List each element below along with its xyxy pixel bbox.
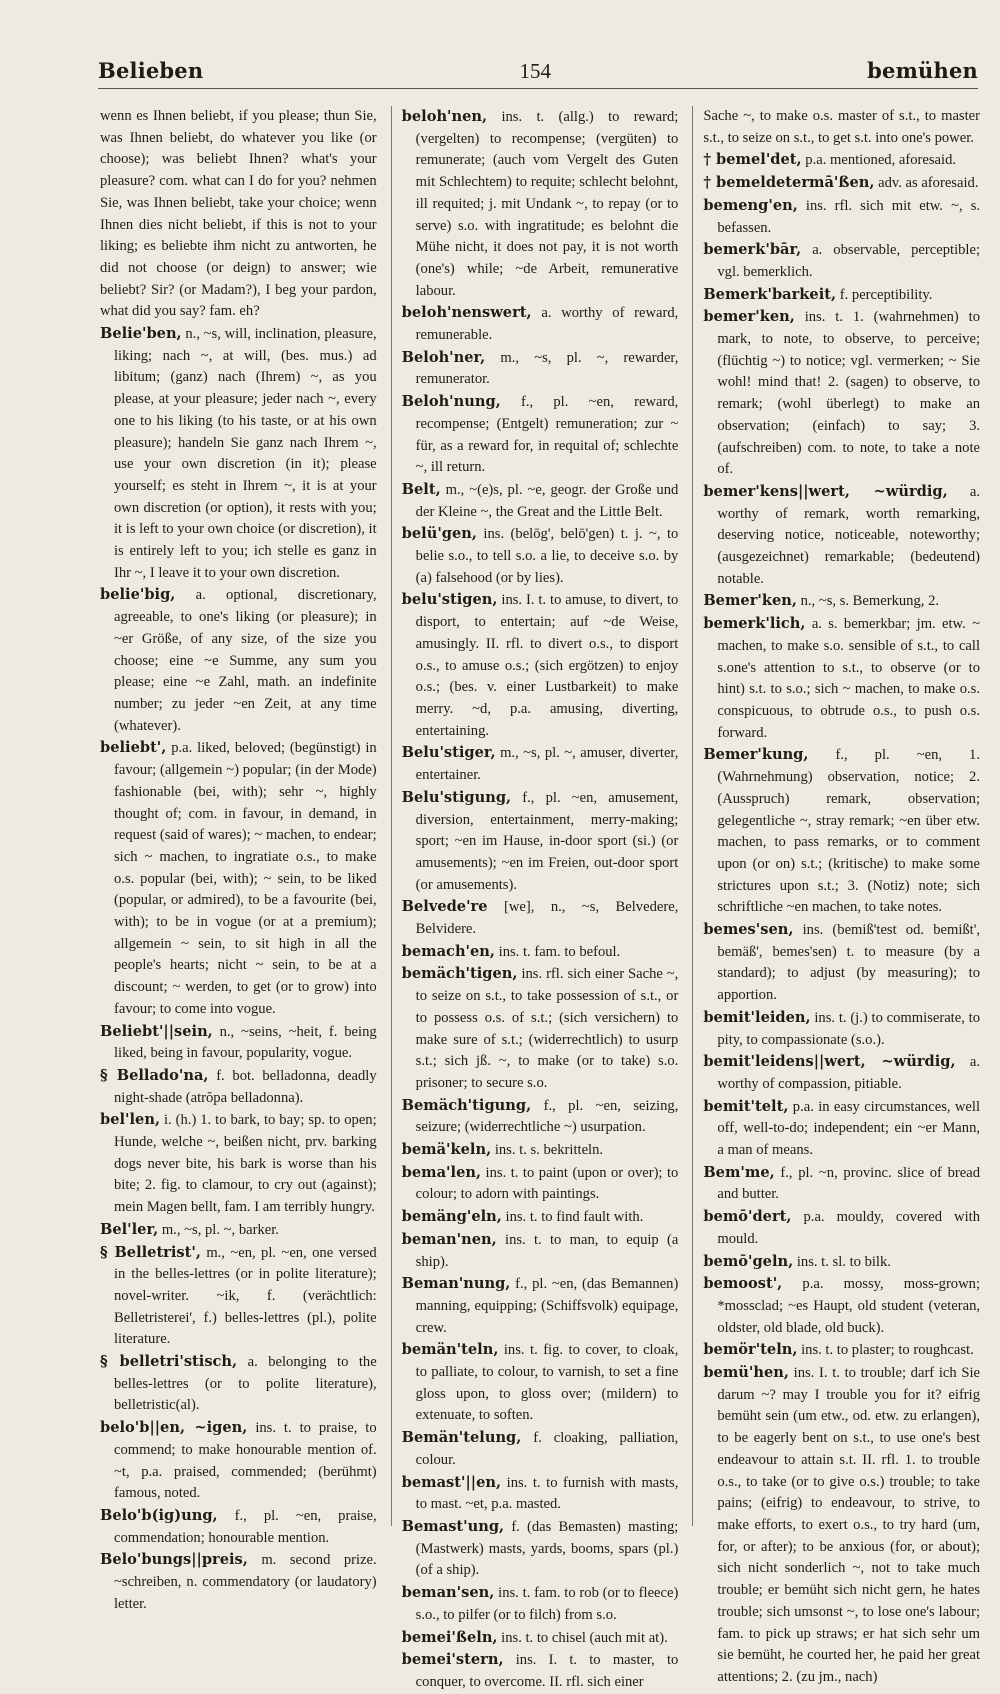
entry-definition: n., ~s, will, inclination, pleasure, liking; nach ~, at will, (bes. mus.) ad libitum; (ganz) nach (Ihrem) ~, as you please, at your pleasure; jeder nach ~, every one to his liking (to his taste, or at his own pleasure); handeln Sie ganz nach Ihrem ~, use your own discretion (in it); please yourself; es steht in Ihrem ~, it is at your own discretion (or option), it rests with you; it is left to your own choice (or discretion), it is entirely left to you; ich stelle es ganz in Ihr ~, I leave it to your own discretion.	[114, 326, 377, 581]
entry-headword: Bemän'telung,	[401, 1429, 522, 1447]
dictionary-entry	[402, 1273, 679, 1339]
entry-headword: Belo'b(ig)ung,	[100, 1507, 218, 1524]
entry-headword: beloh'nen,	[401, 108, 488, 125]
entry-headword: Bemer'kung,	[703, 746, 809, 764]
dictionary-entry	[703, 149, 980, 172]
dictionary-entry	[703, 1251, 980, 1274]
column-1	[100, 106, 377, 1612]
dictionary-entry	[100, 1065, 377, 1109]
entry-definition: f., pl. ~n, provinc. slice of bread and butter.	[717, 1164, 981, 1203]
entry-definition: f. perceptibility.	[839, 286, 933, 303]
entry-headword: Bemerk'barkeit,	[703, 285, 837, 303]
entry-definition: f., pl. ~en, 1. (Wahrnehmung) observation, notice; 2. (Ausspruch) remark, observation; gelegentliche ~, stray remark; ~en über etw. machen, to pass remarks, or to comment upon (or on) s.t.; (kritische) to make some strictures upon s.t.; 3. (Notiz) note; sich schriftliche ~en machen, to take notes.	[717, 747, 981, 916]
entry-definition: ins. t. to furnish with masts, to mast. ~et, p.a. masted.	[415, 1474, 679, 1513]
entry-definition: ins. t. (allg.) to reward; (vergelten) to recompense; (vergüten) to remunerate; (auch vom Vergelt des Guten mit Schlechtem) to requite; schlecht belohnt, ill requited; j. mit Undank ~, to repay (or to serve) s.o. with ingratitude; es belohnt die Mühe nicht, it does not pay, it is not worth (one's) while; ~de Arbeit, remunerative labour.	[415, 109, 679, 299]
entry-headword: bemō'dert,	[703, 1208, 792, 1226]
entry-headword: bemü'hen,	[703, 1364, 789, 1382]
entry-headword: bel'len,	[100, 1111, 161, 1129]
entry-headword: Belt,	[401, 480, 441, 498]
column-2	[391, 106, 679, 1690]
entry-definition: f., pl. ~en, praise, commendation; honourable mention.	[114, 1508, 377, 1546]
entry-headword: bemes'sen,	[703, 921, 794, 939]
dictionary-entry	[100, 323, 377, 584]
entry-definition: a. s. bemerkbar; jm. etw. ~ machen, to make s.o. sensible of s.t., to call s.one's attention to s.t., to observe (or to hint) s.t. to s.o.; sich ~ machen, to make o.s. conspicuous, to obtrude o.s., to push o.s. forward.	[717, 616, 981, 741]
entry-definition: p.a. liked, beloved; (begünstigt) in favour; (allgemein ~) popular; (in der Mode) fashionable (bei, with); sehr ~, highly thought of; com. in favour, in demand, in request (said of wares); ~ machen, to endear; sich ~ machen, to ingratiate o.s., to make o.s. popular (bei, with); ~ sein, to be liked (popular, or admired), to be a favourite (bei, with); to be in vogue (or at a premium); allgemein ~ sein, to sit high in all the people's hearts; nicht ~ sein, to be at a discount; ~ werden, to get (or to grow) into favour; to come into vogue.	[114, 740, 377, 1017]
left-guide-word: Belieben	[98, 58, 204, 83]
entry-definition: a. observable, perceptible; vgl. bemerklich.	[717, 242, 981, 280]
entry-headword: bemäng'eln,	[401, 1208, 502, 1226]
entry-definition: a. worthy of reward, remunerable.	[415, 305, 679, 344]
entry-headword: bemit'telt,	[703, 1097, 789, 1115]
running-header	[98, 58, 978, 89]
dictionary-entry	[703, 744, 980, 919]
entry-definition: ins. t. to praise, to commend; to make honourable mention of. ~t, p.a. praised, commended; (berühmt) famous, noted.	[114, 1420, 377, 1502]
dictionary-entry	[703, 1007, 980, 1051]
entry-definition: wenn es Ihnen beliebt, if you please; thun Sie, was Ihnen beliebt, do whatever you like (or choose); was beliebt Ihnen? what's your pleasure? com. what can I do for you? nehmen Sie, was Ihnen beliebt, take your choice; wenn Ihnen dies nicht beliebt, if this is not to your liking; es beliebte ihm nicht zu antworten, he did not choose (or deign) to answer; wie beliebt? Sir? (or Madam?), I beg your pardon, what did you say? fam. eh?	[100, 108, 377, 320]
entry-definition: ins. t. fam. to rob (or to fleece) s.o., to pilfer (or to filch) from s.o.	[415, 1585, 679, 1623]
entry-headword: bemit'leiden,	[703, 1008, 811, 1026]
entry-headword: § Belletrist',	[100, 1243, 201, 1261]
entry-headword: belie'big,	[100, 586, 176, 604]
entry-headword: Belie'ben,	[100, 325, 182, 343]
entry-definition: p.a. mossy, moss-grown; *mossclad; ~es Haupt, old student (veteran, oldster, old blade, old buck).	[717, 1276, 981, 1336]
dictionary-entry	[402, 1139, 679, 1162]
dictionary-entry	[703, 172, 980, 195]
entry-headword: bemän'teln,	[401, 1341, 499, 1359]
dictionary-entry	[402, 742, 679, 786]
entry-headword: Belvede're	[401, 898, 488, 916]
entry-definition: f. bot. belladonna, deadly night-shade (atrŏpa belladonna).	[114, 1067, 377, 1106]
dictionary-entry	[703, 239, 980, 283]
dictionary-entry	[703, 1206, 980, 1250]
entry-headword: belo'b||en, ~igen,	[100, 1419, 248, 1437]
dictionary-entry	[703, 1162, 980, 1206]
entry-headword: beliebt',	[100, 739, 167, 757]
entry-definition: p.a. mouldy, covered with mould.	[717, 1209, 981, 1247]
dictionary-entry	[703, 613, 980, 744]
dictionary-entry	[100, 106, 377, 323]
dictionary-entry	[703, 1362, 980, 1689]
dictionary-entry	[402, 106, 679, 302]
entry-headword: bemer'kens||wert, ~würdig,	[703, 482, 948, 500]
entry-headword: Beloh'ner,	[401, 348, 486, 366]
entry-definition: Sache ~, to make o.s. master of s.t., to master s.t., to seize on s.t., to get s.t. into one's power.	[703, 108, 981, 146]
entry-headword: bemerk'lich,	[703, 615, 806, 633]
entry-definition: f. cloaking, palliation, colour.	[415, 1430, 679, 1468]
dictionary-entry	[402, 963, 679, 1094]
entry-definition: a. optional, discretionary, agreeable, to one's liking (or pleasure); in ~er Größe, of any size, of the size you choose; eine ~e Summe, any sum you please; eine ~e Zahl, math. an indefinite number; zu jeder ~en Zeit, at any time (whatever).	[114, 587, 377, 734]
dictionary-entry	[100, 1021, 377, 1065]
entry-definition: ins. I. t. to amuse, to divert, to disport, to entertain; auf ~de Weise, amusingly. II. rfl. to divert o.s., to disport o.s., to amuse o.s.; (sich ergötzen) to enjoy o.s.; (bes. v. einer Lustbarkeit) to make merry. ~d, p.a. amusing, diverting, entertaining.	[415, 592, 679, 739]
entry-definition: ins. t. s. bekritteln.	[494, 1142, 604, 1159]
dictionary-entry	[402, 523, 679, 589]
entry-headword: bemei'stern,	[401, 1651, 504, 1669]
dictionary-entry	[703, 481, 980, 591]
dictionary-entry	[402, 1427, 679, 1471]
entry-definition: m., ~en, pl. ~en, one versed in the belles-lettres (or in polite literature); novel-writer. ~ik, f. (verächtlich: Belletristerei', f.) belles-lettres (pl.), polite literature.	[114, 1244, 377, 1348]
entry-headword: Belu'stiger,	[401, 744, 496, 762]
dictionary-entry	[703, 1339, 980, 1362]
entry-definition: f., pl. ~en, seizing, seizure; (widerrechtliche ~) usurpation.	[415, 1097, 679, 1136]
entry-definition: a. worthy of remark, worth remarking, deserving notice, noticeable, noteworthy; (ausgezeichnet) remarkable; (bedeutend) notable.	[717, 483, 981, 587]
entry-definition: ins. t. 1. (wahrnehmen) to mark, to note, to observe, to perceive; (flüchtig ~) to notice; vgl. vermerken; ~ Sie wohl! mind that! 2. (sagen) to observe, to remark; (wohl überlegt) to make an observation; (einfach) to say; 3. (aufschreiben) com. to note, to take a note of.	[717, 309, 981, 478]
entry-definition: ins. t. (j.) to commiserate, to pity, to compassionate (s.o.).	[717, 1009, 980, 1048]
entry-definition: m., ~s, pl. ~, amuser, diverter, entertainer.	[415, 745, 679, 784]
entry-definition: ins. I. t. to trouble; darf ich Sie darum ~? may I trouble you for it? eifrig bemüht sein (um etw., od. etw. zu erlangen), to be eagerly bent on s.t., to use one's best endeavour to attain s.t. II. rfl. 1. to trouble o.s., to take (or to give o.s.) trouble; to take pains; (eifrig) to endeavour, to strive, to make efforts, to exert o.s., to try hard (um, for, or after); to be anxious (for, or about); sich nicht sonderlich ~, not to take much trouble; er bemüht sich nicht gern, he hates trouble; sich umsonst ~, to lose one's labour; fam. to pick up straws; er hat sich sehr um sie bemüht, he courted her, he paid her great attentions; 2. (zu jm., nach)	[717, 1365, 981, 1685]
dictionary-entry	[402, 1649, 679, 1693]
entry-definition: ins. t. fig. to cover, to cloak, to palliate, to colour, to varnish, to set a fine gloss upon, to gloss over; (mildern) to extenuate, to soften.	[415, 1342, 679, 1424]
dictionary-entry	[402, 347, 679, 391]
dictionary-entry	[402, 589, 679, 742]
entry-definition: ins. t. to chisel (auch mit at).	[501, 1629, 668, 1646]
dictionary-entry	[402, 1339, 679, 1427]
entry-definition: ins. I. t. to master, to conquer, to overcome. II. rfl. sich einer	[415, 1652, 679, 1690]
entry-headword: § Bellado'na,	[100, 1066, 209, 1084]
entry-definition: n., ~seins, ~heit, f. being liked, being in favour, popularity, vogue.	[114, 1023, 377, 1062]
entry-definition: ins. t. to find fault with.	[505, 1209, 644, 1226]
dictionary-entry	[402, 1472, 679, 1516]
dictionary-entry	[402, 1627, 679, 1650]
entry-definition: a. belonging to the belles-lettres (or to polite literature), belletristic(al).	[114, 1354, 377, 1414]
dictionary-entry	[402, 391, 679, 479]
dictionary-entry	[402, 1229, 679, 1273]
entry-headword: bemeng'en,	[703, 196, 798, 214]
dictionary-entry	[703, 1051, 980, 1095]
dictionary-entry	[100, 1549, 377, 1615]
entry-definition: m., ~s, pl. ~, barker.	[161, 1221, 279, 1238]
entry-definition: n., ~s, s. Bemerkung, 2.	[800, 593, 940, 610]
dictionary-entry	[100, 1351, 377, 1417]
entry-definition: adv. as aforesaid.	[878, 175, 979, 192]
dictionary-entry	[402, 302, 679, 346]
dictionary-entry	[703, 590, 980, 613]
entry-definition: ins. rfl. sich einer Sache ~, to seize on s.t., to take possession of s.t., or to possess o.s. of s.t.; (sich versichern) to make sure of s.t.; (widerrechtlich) to usurp s.t.; sich jß. ~, to make (or to take) s.o. prisoner; to secure s.o.	[415, 966, 679, 1091]
dictionary-entry	[100, 584, 377, 737]
entry-headword: belu'stigen,	[401, 591, 498, 609]
entry-headword: bemoost',	[703, 1275, 783, 1293]
entry-definition: p.a. in easy circumstances, well off, well-to-do; independent; ein ~er Mann, a man of means.	[717, 1098, 981, 1159]
entry-definition: ins. (bemiß'test od. bemißt', bemäß', bemes'sen) t. to measure (by a standard); to adjust (by measuring); to apportion.	[717, 922, 981, 1004]
dictionary-entry	[402, 787, 679, 897]
dictionary-entry	[100, 1219, 377, 1242]
entry-headword: Bemäch'tigung,	[401, 1096, 532, 1114]
dictionary-entry	[402, 1095, 679, 1139]
entry-headword: † bemeldetermā'ßen,	[703, 174, 875, 192]
page-number: 154	[519, 59, 551, 83]
dictionary-entry	[703, 195, 980, 239]
entry-headword: bemast'||en,	[401, 1473, 502, 1491]
entry-headword: beman'nen,	[401, 1230, 497, 1248]
entry-definition: f., pl. ~en, reward, recompense; (Entgelt) remuneration; zur ~ für, as a reward for, in requital of; schlechte ~, ill return.	[415, 394, 679, 476]
entry-headword: Beliebt'||sein,	[100, 1022, 213, 1040]
entry-headword: belü'gen,	[401, 525, 477, 543]
entry-definition: ins. t. to man, to equip (a ship).	[415, 1231, 679, 1270]
dictionary-entry	[703, 1096, 980, 1162]
entry-headword: Bem'me,	[703, 1163, 775, 1181]
dictionary-entry	[402, 896, 679, 940]
entry-definition: ins. rfl. sich mit etw. ~, s. befassen.	[717, 197, 981, 236]
entry-headword: Bel'ler,	[100, 1220, 159, 1238]
entry-headword: bemer'ken,	[703, 308, 795, 326]
dictionary-entry	[703, 306, 980, 481]
entry-headword: beloh'nenswert,	[401, 304, 532, 322]
entry-definition: ins. t. fam. to befoul.	[498, 943, 621, 960]
entry-headword: Belu'stigung,	[401, 788, 512, 806]
dictionary-entry	[100, 1417, 377, 1505]
columns	[100, 106, 981, 1690]
entry-definition: i. (h.) 1. to bark, to bay; sp. to open; Hunde, welche ~, beißen nicht, prv. barking dogs never bite, his bark is worse than his bite; 2. fig. to clamour, to cry out (against); mein Magen bellt, fam. I am terribly hungry.	[114, 1112, 377, 1216]
dictionary-entry	[402, 1206, 679, 1229]
entry-headword: † bemel'det,	[703, 151, 802, 169]
entry-definition: ins. (belōg', belō'gen) t. j. ~, to belie s.o., to tell s.o. a lie, to deceive s.o. by (a) falsehood (or by lies).	[415, 526, 679, 586]
dictionary-entry	[100, 1505, 377, 1549]
entry-definition: m. second prize. ~schreiben, n. commendatory (or laudatory) letter.	[114, 1552, 377, 1612]
dictionary-entry	[100, 1242, 377, 1352]
entry-headword: Beloh'nung,	[401, 393, 501, 411]
entry-definition: ins. t. to paint (upon or over); to colour; to adorn with paintings.	[415, 1164, 679, 1203]
entry-definition: m., ~(e)s, pl. ~e, geogr. der Große und der Kleine ~, the Great and the Little Belt.	[415, 481, 679, 520]
dictionary-entry	[100, 1109, 377, 1219]
entry-headword: Belo'bungs||preis,	[100, 1551, 248, 1569]
right-guide-word: bemühen	[867, 58, 978, 83]
entry-definition: f., pl. ~en, amusement, diversion, entertainment, merry-making; sport; ~en im Hause, in-door sport (si.) (or amusements); ~en im Freien, out-door sport (or amusements).	[415, 789, 679, 893]
entry-headword: bemei'ßeln,	[401, 1628, 498, 1646]
entry-definition: [we], n., ~s, Belvedere, Belvidere.	[415, 899, 679, 938]
entry-headword: Beman'nung,	[401, 1275, 511, 1293]
entry-headword: beman'sen,	[401, 1584, 495, 1602]
entry-headword: bema'len,	[401, 1163, 482, 1181]
dictionary-entry	[402, 1582, 679, 1626]
entry-definition: m., ~s, pl. ~, rewarder, remunerator.	[415, 349, 679, 388]
entry-definition: a. worthy of compassion, pitiable.	[717, 1054, 981, 1092]
dictionary-entry	[703, 919, 980, 1007]
entry-headword: bemör'teln,	[703, 1341, 798, 1359]
entry-headword: Bemast'ung,	[401, 1518, 505, 1535]
dictionary-entry	[703, 1273, 980, 1339]
dictionary-entry	[402, 941, 679, 964]
entry-headword: bemit'leidens||wert, ~würdig,	[703, 1053, 956, 1071]
entry-definition: f., pl. ~en, (das Bemannen) manning, equipping; (Schiffsvolk) equipage, crew.	[415, 1276, 679, 1336]
entry-headword: § belletri'stisch,	[100, 1353, 238, 1371]
entry-headword: Bemer'ken,	[703, 592, 797, 610]
entry-headword: bemō'geln,	[703, 1252, 794, 1270]
entry-headword: bemerk'bār,	[703, 241, 802, 259]
entry-definition: p.a. mentioned, aforesaid.	[805, 152, 957, 169]
dictionary-entry	[402, 479, 679, 523]
column-3	[692, 106, 981, 1685]
dictionary-entry	[402, 1162, 679, 1206]
entry-headword: bemach'en,	[401, 942, 495, 960]
dictionary-entry	[402, 1516, 679, 1582]
entry-definition: ins. t. to plaster; to roughcast.	[801, 1342, 974, 1359]
dictionary-entry	[703, 284, 980, 307]
dictionary-entry	[100, 737, 377, 1020]
entry-definition: ins. t. sl. to bilk.	[796, 1253, 891, 1270]
entry-headword: bemä'keln,	[401, 1141, 492, 1159]
entry-definition: f. (das Bemasten) masting; (Mastwerk) masts, yards, booms, spars (pl.) (of a ship).	[415, 1519, 679, 1579]
dictionary-entry	[703, 106, 980, 149]
entry-headword: bemäch'tigen,	[401, 965, 518, 983]
